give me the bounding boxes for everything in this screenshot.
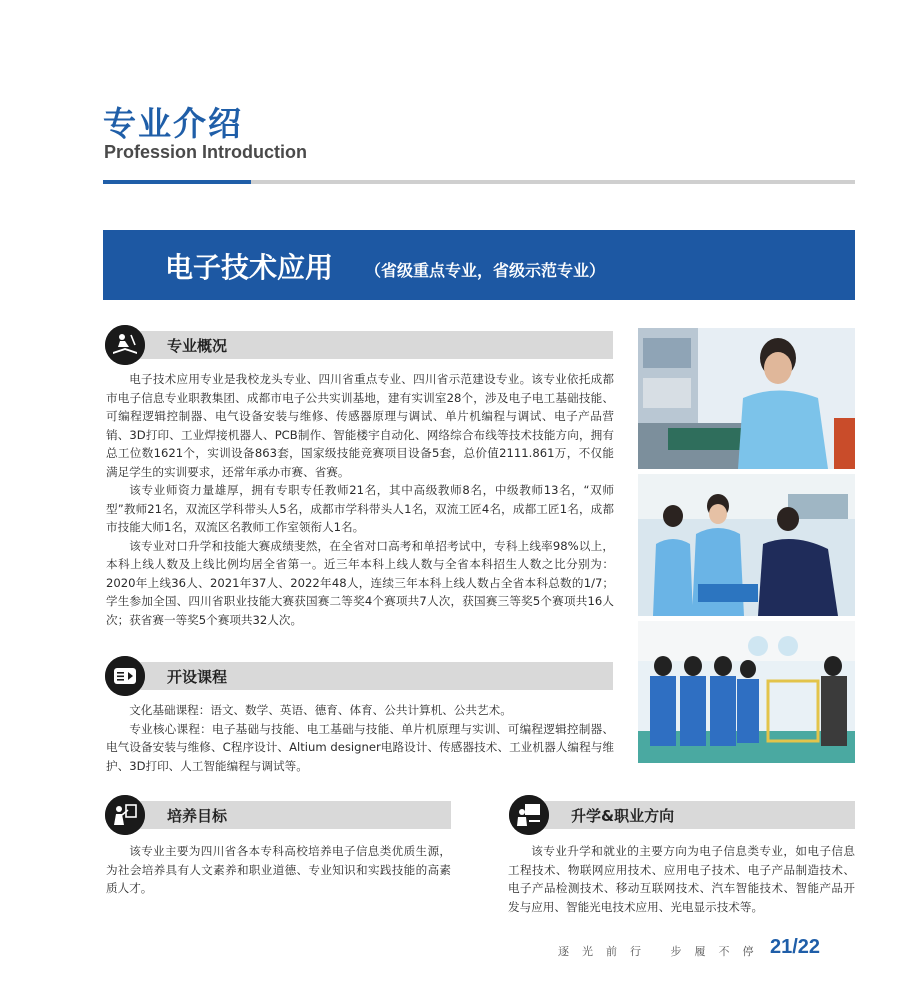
section-header-courses xyxy=(105,659,613,693)
title-underline-accent xyxy=(103,180,251,184)
teacher-target-icon xyxy=(105,795,145,835)
section-header-goals xyxy=(105,798,451,832)
goals-text xyxy=(106,842,451,898)
section-title: 开设课程 xyxy=(167,668,228,686)
page-subtitle-english: Profession Introduction xyxy=(104,142,308,162)
section-header-overview xyxy=(105,328,613,362)
courses-paragraph: 专业核心课程：电子基础与技能、电工基础与技能、单片机原理与实训、可编程逻辑控制器、电气设备安装与维修、C程序设计、Altium designer电路设计、传感器技术、工业机器人编程与维护、3D打印、人工智能编程与调试等。 xyxy=(106,721,614,773)
photo-lab-training xyxy=(638,328,855,469)
courses-text xyxy=(106,701,614,775)
reading-book-icon xyxy=(105,325,145,365)
page-title: 专业介绍 xyxy=(103,104,243,143)
goals-paragraph: 该专业主要为四川省各本专科高校培养电子信息类优质生源，为社会培养具有人文素养和职业道德、专业知识和实践技能的高素质人才。 xyxy=(106,844,451,895)
major-name: 电子技术应用 xyxy=(165,251,334,284)
title-underline xyxy=(251,180,855,184)
page-number: 21/22 xyxy=(770,936,821,958)
overview-paragraph: 该专业师资力量雄厚，拥有专职专任教师21名，其中高级教师8名，中级教师13名，“双师型”教师21名，双流区学科带头人5名，成都市学科带头人1名，双流工匠4名，成都工匠1名，成都市技能大师1名，双流区名教师工作室领衔人1名。 xyxy=(106,483,614,534)
overview-paragraph: 电子技术应用专业是我校龙头专业、四川省重点专业、四川省示范建设专业。该专业依托成都市电子信息专业职教集团、成都市电子公共实训基地，建有实训室28个，涉及电子电工基础技能、可编程逻辑控制器、电气设备安装与维修、传感器原理与调试、单片机编程与调试、电子产品营销、3D打印、工业焊接机器人、PCB制作、智能楼宇自动化、网络综合布线等技术技能方向，拥有总工位数1621个，实训设备863套，国家级技能竞赛项目设备5套，总价值2111.861万，不仅能满足学生的实训要求，还常年承办市赛、省赛。 xyxy=(106,372,614,479)
photo-students-class xyxy=(638,621,855,763)
major-designation: （省级重点专业，省级示范专业） xyxy=(365,261,606,280)
video-book-icon xyxy=(105,656,145,696)
career-text xyxy=(508,842,855,916)
career-paragraph: 该专业升学和就业的主要方向为电子信息类专业，如电子信息工程技术、物联网应用技术、应用电子技术、电子产品制造技术、电子产品检测技术、移动互联网技术、汽车智能技术、智能产品开发与应用、智能光电技术应用、光电显示技术等。 xyxy=(508,844,855,914)
person-presentation-icon xyxy=(509,795,549,835)
major-banner xyxy=(103,230,855,300)
section-title: 培养目标 xyxy=(167,807,228,825)
footer-slogan: 逐光前行 步履不停 xyxy=(558,945,767,958)
section-title: 专业概况 xyxy=(167,337,228,355)
overview-text xyxy=(106,370,614,629)
overview-paragraph: 该专业对口升学和技能大赛成绩斐然，在全省对口高考和单招考试中，专科上线率98%以上，本科上线人数及上线比例均居全省第一。近三年本科上线人数与全省本科招生人数之比分别为：2020年上线36人、2021年37人、2022年48人，连续三年本科上线人数占全省本科总数的1/7；学生参加全国、四川省职业技能大赛获国赛二等奖4个赛项共7人次，获国赛三等奖5个赛项共16人次；获省赛一等奖5个赛项共32人次。 xyxy=(106,538,614,627)
section-title: 升学&职业方向 xyxy=(571,807,675,825)
photo-students-robot xyxy=(638,474,855,616)
courses-paragraph: 文化基础课程：语文、数学、英语、德育、体育、公共计算机、公共艺术。 xyxy=(129,703,512,717)
section-header-career xyxy=(509,798,855,832)
